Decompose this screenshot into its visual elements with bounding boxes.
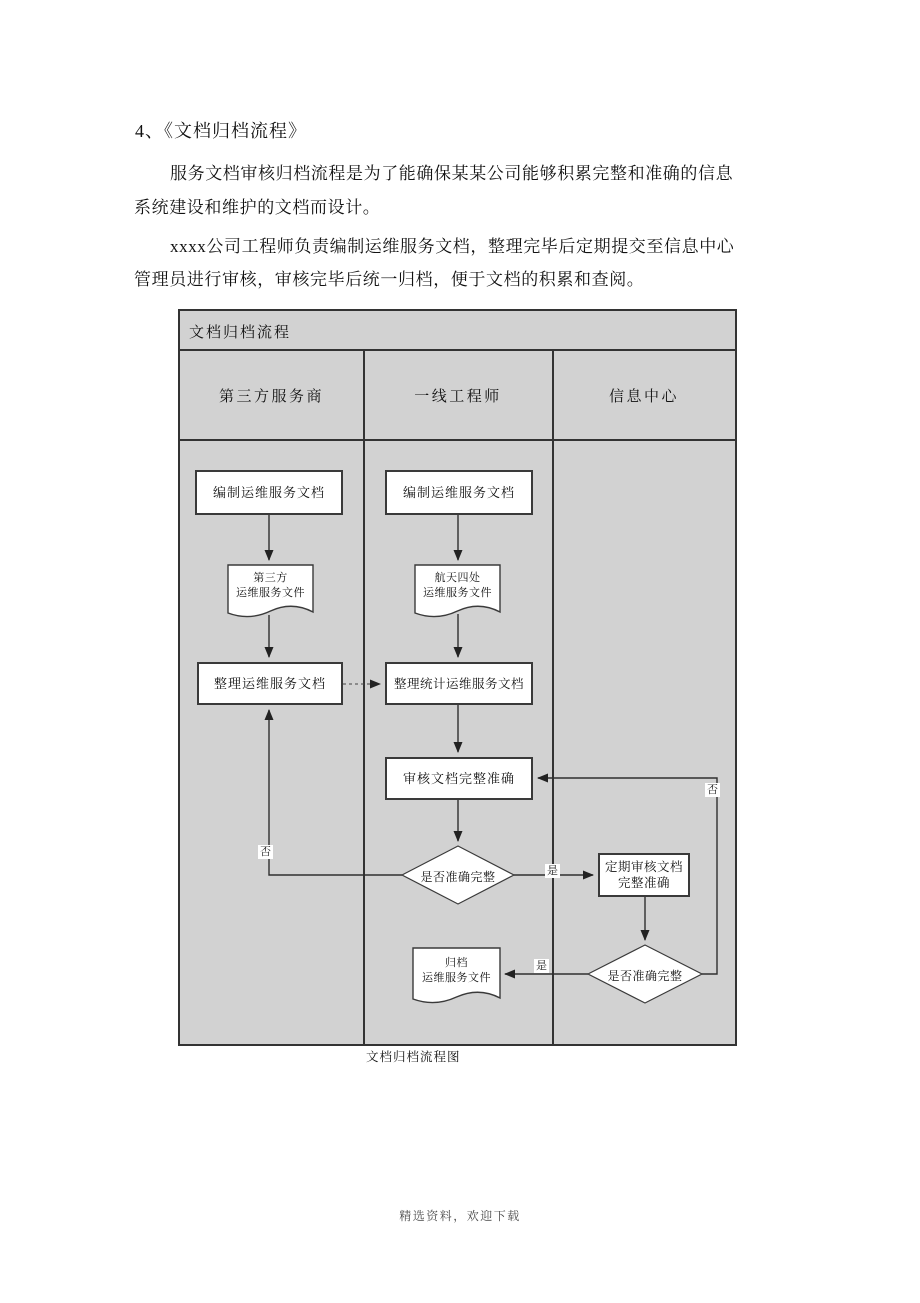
engineer-file-line1: 航天四处 <box>434 572 481 584</box>
paragraph1-line1: 服务文档审核归档流程是为了能确保某某公司能够积累完整和准确的信息 <box>170 164 734 183</box>
decision-label-engineer: 是否准确完整 <box>420 870 496 884</box>
footer-note: 精选资料，欢迎下载 <box>399 1209 521 1223</box>
paragraph1-line2: 系统建设和维护的文档而设计。 <box>134 198 381 217</box>
process-box-vendor-organize: 整理运维服务文档 <box>197 662 343 705</box>
engineer-file-line2: 运维服务文件 <box>423 587 492 599</box>
flowchart-frame <box>178 309 737 1046</box>
decision-label-center: 是否准确完整 <box>607 969 683 983</box>
document-label-engineer-file <box>415 571 500 601</box>
periodic-review-line2: 完整准确 <box>617 876 670 890</box>
paragraph2-line2: 管理员进行审核，审核完毕后统一归档，便于文档的积累和查阅。 <box>134 270 645 289</box>
process-box-engineer-organize-stat: 整理统计运维服务文档 <box>385 662 533 705</box>
process-box-engineer-review: 审核文档完整准确 <box>385 757 533 800</box>
lane-header-third-party: 第三方服务商 <box>218 388 324 405</box>
section-heading: 4、《文档归档流程》 <box>135 121 307 141</box>
lane-header-info-center: 信息中心 <box>608 388 679 405</box>
flowchart-caption: 文档归档流程图 <box>366 1050 461 1064</box>
process-box-center-periodic-review <box>598 853 690 897</box>
lane-header-engineer: 一线工程师 <box>414 388 502 405</box>
document-label-vendor-file <box>228 571 313 601</box>
process-box-vendor-compile: 编制运维服务文档 <box>195 470 343 515</box>
edge-label-no-review: 否 <box>707 784 718 796</box>
vendor-file-line1: 第三方 <box>253 572 288 584</box>
archive-file-line1: 归档 <box>445 957 468 969</box>
periodic-review-line1: 定期审核文档 <box>604 860 683 874</box>
process-box-engineer-compile: 编制运维服务文档 <box>385 470 533 515</box>
document-label-archive-file <box>413 956 500 986</box>
vendor-file-line2: 运维服务文件 <box>236 587 305 599</box>
flowchart-title: 文档归档流程 <box>189 325 292 341</box>
edge-label-yes-periodic: 是 <box>547 865 558 877</box>
arrow-no-back-to-organize <box>269 710 402 875</box>
edge-label-yes-archive: 是 <box>536 960 547 972</box>
edge-label-no-organize: 否 <box>260 846 271 858</box>
archive-file-line2: 运维服务文件 <box>422 972 491 984</box>
paragraph2-line1: xxxx公司工程师负责编制运维服务文档，整理完毕后定期提交至信息中心 <box>170 237 735 256</box>
